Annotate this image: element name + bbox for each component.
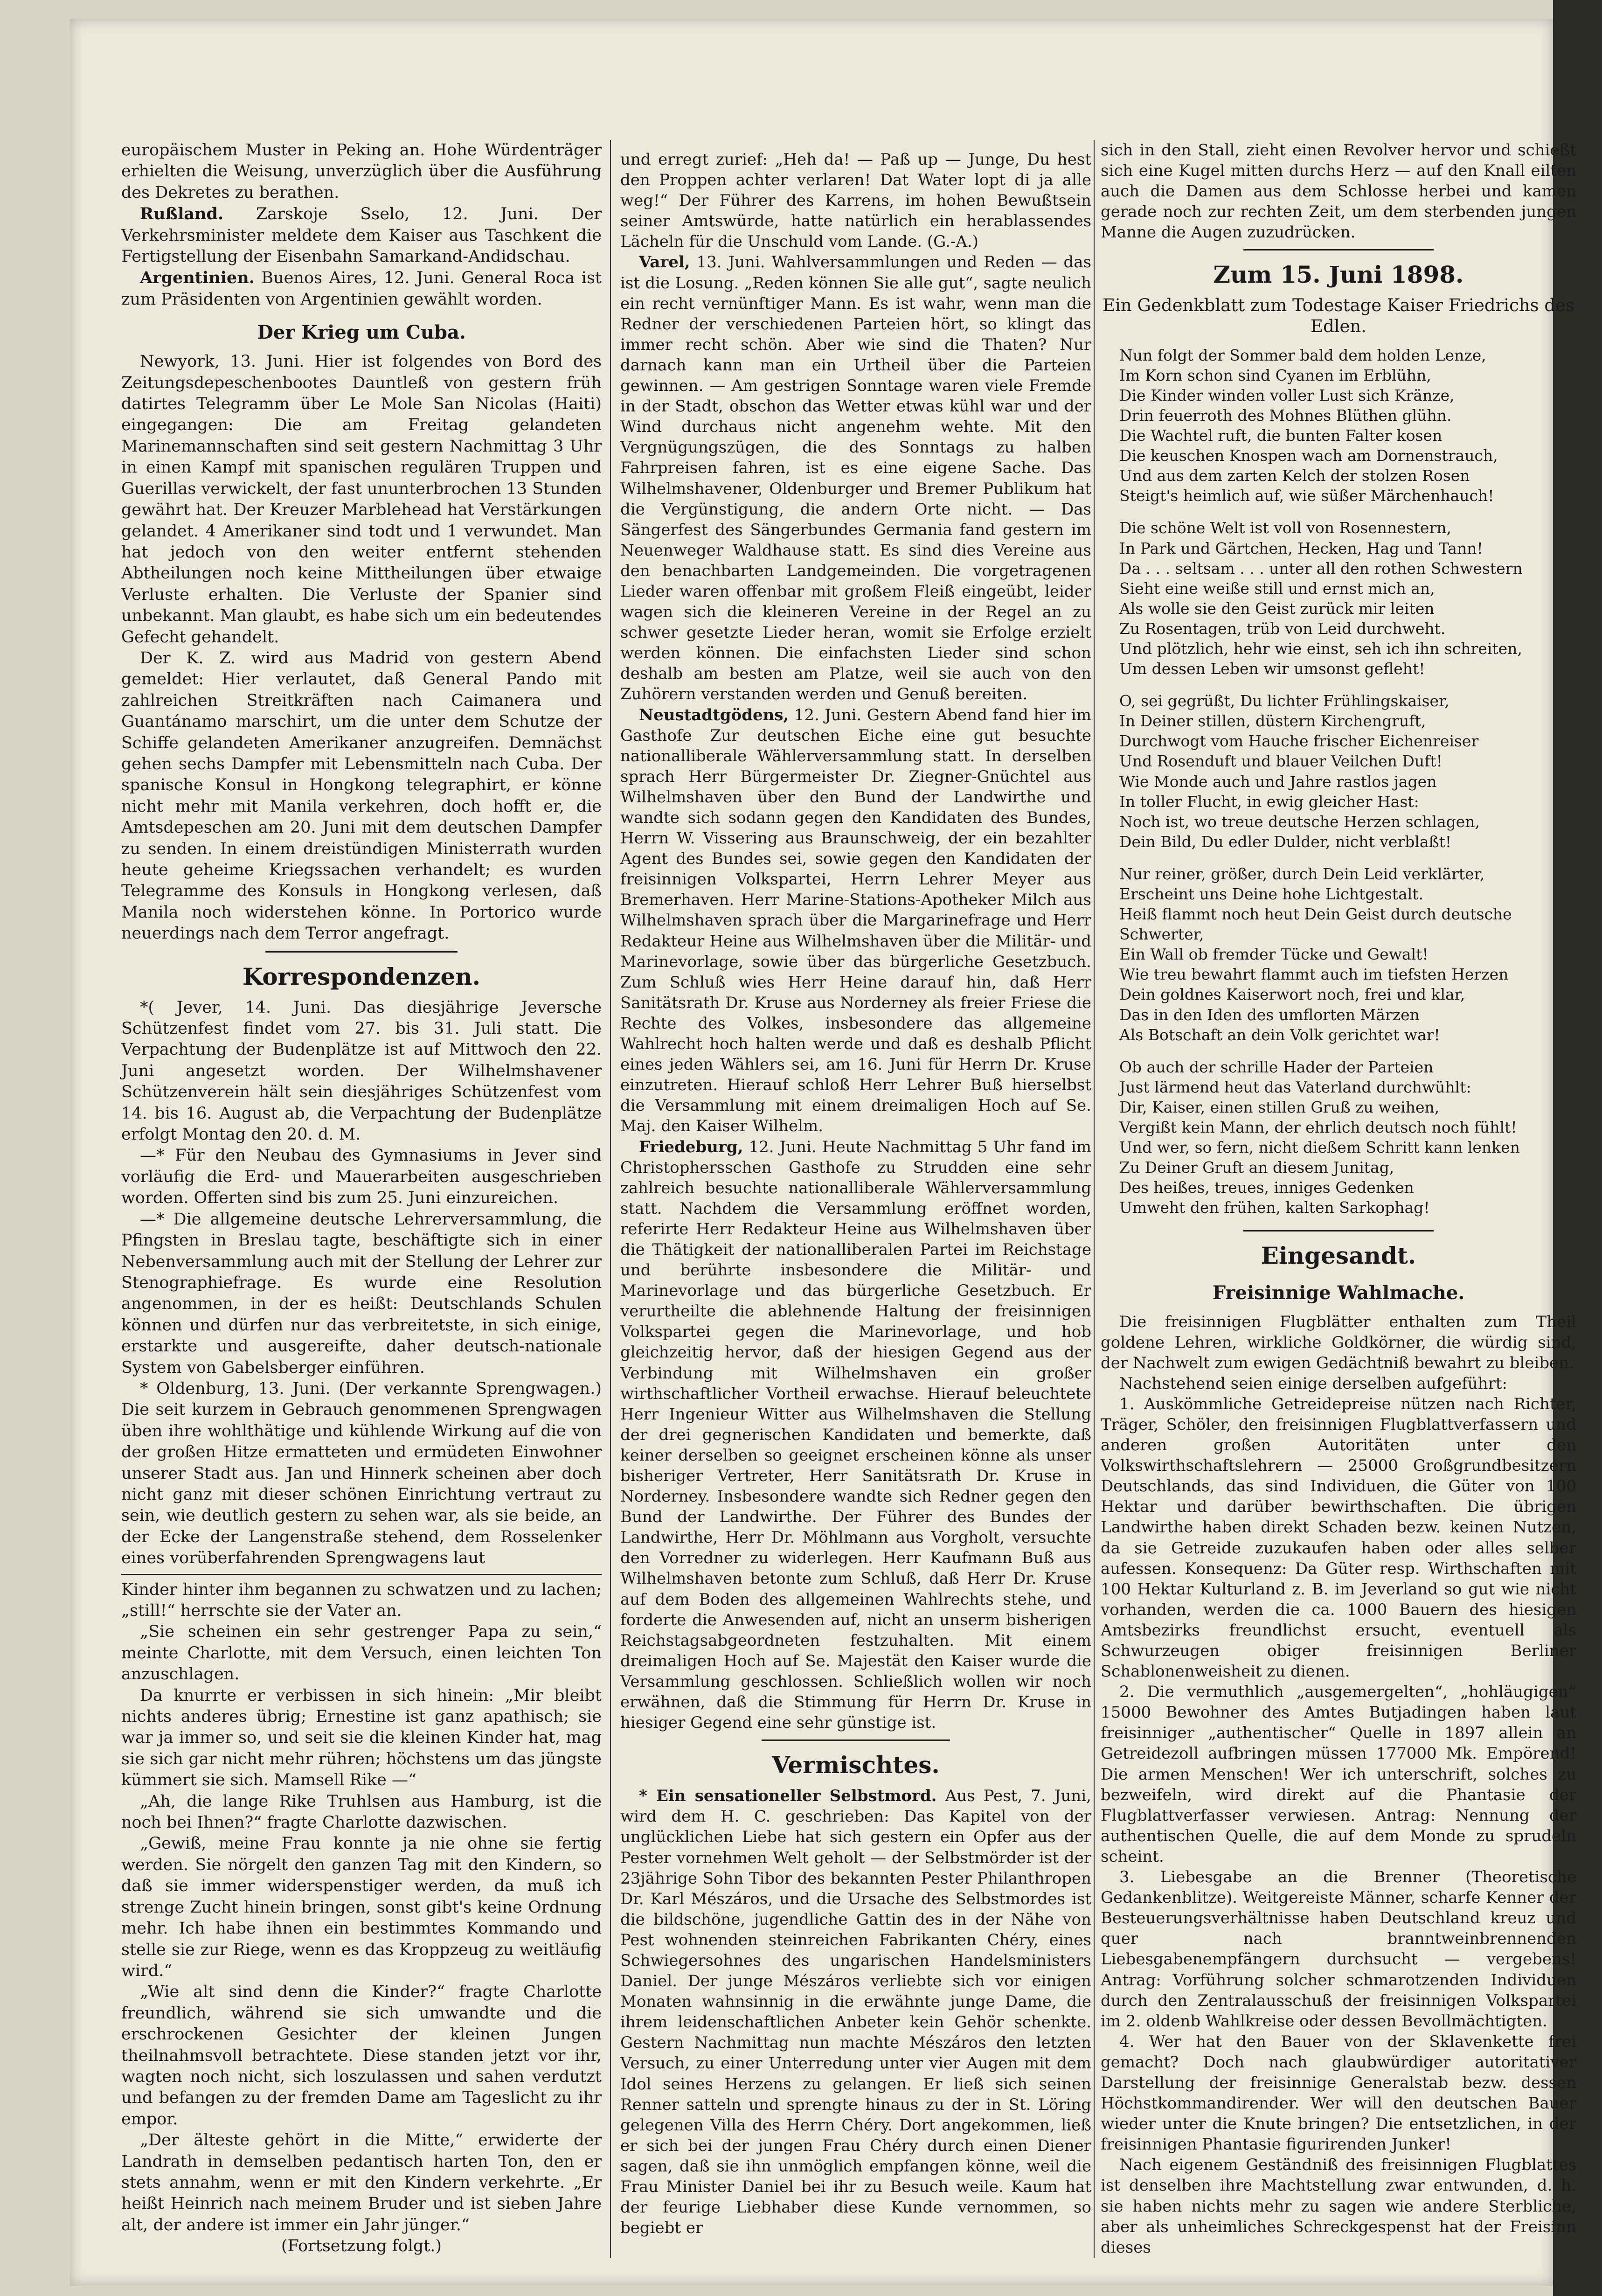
selbstmord-end: sich in den Stall, zieht einen Revolver hervor und schießt sich eine Kugel mitten durchs Herz — auf den Knall eilten auch die Damen aus dem Schlosse herbei und kamen gerade noch zur rechten Zeit, um dem sterbenden jungen Manne die Augen zuzudrücken. [1101,141,1576,242]
poem-line: Die schöne Welt ist voll von Rosennestern, [1119,519,1451,537]
poem-subtitle: Ein Gedenkblatt zum Todestage Kaiser Friedrichs des Edlen. [1103,295,1574,336]
poem-line: Als Botschaft an dein Volk gerichtet war! [1119,1025,1440,1044]
eingesandt-paragraph-3: 1. Auskömmliche Getreidepreise nützen nach Richter, Träger, Schöler, den freisinnigen Flugblattverfassern und anderen großen Autoritäten unter den Volkswirthschaftslehrern — 25000 Großgrundbesitzern Deutschlands, das sind Individuen, die Güter von 100 Hektar und darüber bewirthschaften. Die übrigen Landwirthe haben direkt Schaden bezw. keinen Nutzen, da sie Getreide zuzukaufen haben oder alles selber aufessen. Konsequenz: Da Güter resp. Wirthschaften mit 100 Hektar Kulturland z. B. im Jeverland so gut wie nicht vorhanden, werden die ca. 1000 Bauern des hiesigen Amtsbezirks freundlichst ersucht, eventuell als Schwurzeugen obiger freisinnigen Berliner Schablonenweisheit zu dienen. [1101,1394,1576,1681]
column-rule-2 [1094,140,1095,2258]
column-3 [1101,140,1576,2258]
poem-stanza-2 [1119,518,1576,679]
section-divider-4 [1243,1230,1434,1231]
article-russland [121,203,602,267]
poem-line: Nur reiner, größer, durch Dein Leid verklärter, [1119,864,1485,883]
poem-line: Drin feuerroth des Mohnes Blüthen glühn. [1119,406,1452,424]
poem-line: Ob auch der schrille Hader der Parteien [1119,1058,1434,1076]
column-1 [121,140,602,2257]
poem-stanza-1 [1119,345,1576,506]
poem-line: Die Wachtel ruft, die bunten Falter kosen [1119,426,1442,445]
feuilleton-divider [121,1574,602,1575]
section-divider-3 [1243,249,1434,250]
cuba-paragraph-1: Newyork, 13. Juni. Hier ist folgendes von Bord des Zeitungsdepeschenbootes Dauntleß von gestern früh datirtes Telegramm über Le Mole San Nicolas (Haiti) eingegangen: Die am Freitag gelandeten Marinemannschaften sind seit gestern Nachmittag 3 Uhr in einen Kampf mit spanischen regulären Truppen und Guerillas verwickelt, der fast ununterbrochen 13 Stunden gewährt hat. Der Kreuzer Marblehead hat Verstärkungen gelandet. 4 Amerikaner sind todt und 1 verwundet. Man hat jedoch von den weiter entfernt stehenden Abtheilungen noch keine Mittheilungen über etwaige Verluste erhalten. Die Verluste der Spanier sind unbekannt. Man glaubt, es habe sich um ein bedeutendes Gefecht gehandelt. [121,352,602,647]
cuba-paragraph-2: Der K. Z. wird aus Madrid von gestern Abend gemeldet: Hier verlautet, daß General Pando mit zahlreichen Streitkräften nach Caimanera und Guantánamo marschirt, um die unter dem Schutze der Schiffe gelandeten Amerikaner anzugreifen. Demnächst gehen sechs Dampfer mit Lebensmitteln nach Cuba. Der spanische Konsul in Hongkong telegraphirt, er könne nicht mehr mit Manila verkehren, doch hofft er, die Amtsdepeschen am 20. Juni mit dem deutschen Dampfer zu senden. In einem dreistündigen Ministerrath wurden heute geheime Kriegssachen verhandelt; es wurden Telegramme des Konsuls in Hongkong verlesen, daß Manila noch widerstehen könne. In Portorico wurde neuerdings nach dem Terror angefragt. [121,648,602,943]
poem-line: Dein goldnes Kaiserwort noch, frei und klar, [1119,985,1465,1004]
korr-oldenburg: * Oldenburg, 13. Juni. (Der verkannte Sprengwagen.) Die seit kurzem in Gebrauch genommenen Sprengwagen üben ihre wohlthätige und kühlende Wirkung auf die von der großen Hitze ermatteten und ermüdeten Einwohner unserer Stadt aus. Jan und Hinnerk scheinen aber doch nicht ganz mit dieser schönen Einrichtung vertraut zu sein, wie deutlich gestern zu sehen war, als sie beide, an der Ecke der Langenstraße stehend, dem Rosselenker eines vorüberfahrenden Sprengwagens laut [121,1379,602,1568]
poem-line: Und Rosenduft und blauer Veilchen Duft! [1119,752,1442,771]
eingesandt-paragraph-4: 2. Die vermuthlich „ausgemergelten“, „hohläugigen“ 15000 Bewohner des Amtes Butjadingen haben laut freisinniger „authentischer“ Quelle in 1897 allein an Getreidezoll aufbringen müssen 177000 Mk. Empörend! Die armen Menschen! Wer ich unterschrift, solches zu bezweifeln, wird direkt auf die Phantasie der Flugblattverfasser verwiesen. Antrag: Nennung der authentischen Quelle, die auf dem Monde zu sprudeln scheint. [1101,1683,1576,1866]
text-russland: Zarskoje Sselo, 12. Juni. Der Verkehrsminister meldete dem Kaiser aus Taschkent die Fertigstellung der Eisenbahn Samarkand-Andidschau. [121,205,602,266]
poem-line: Steigt's heimlich auf, wie süßer Märchenhauch! [1119,487,1494,505]
text-selbstmord: Aus Pest, 7. Juni, wird dem H. C. geschrieben: Das Kapitel von der unglücklichen Liebe hat sich gestern ein Opfer aus der Pester vornehmen Welt geholt — der Selbstmörder ist der 23jährige Sohn Tibor des bekannten Pester Philanthropen Dr. Karl Mészáros, und die Ursache des Selbstmordes ist die bildschöne, jugendliche Gattin des in der Nähe von Pest wohnenden steinreichen Fabrikanten Chéry, eines Schwiegersohnes des ungarischen Handelsministers Daniel. Der junge Mészáros verliebte sich vor einigen Monaten wahnsinnig in die erwähnte junge Dame, die ihrem leidenschaftlichen Anbeter kein Gehör schenkte. Gestern Nachmittag nun machte Mészáros den letzten Versuch, zu einer Unterredung unter vier Augen mit dem Idol seines Herzens zu gelangen. Er ließ sich seinen Renner satteln und sprengte hinaus zu der in St. Löring gelegenen Villa des Herrn Chéry. Dort angekommen, ließ er sich bei der jungen Frau Chéry durch einen Diener sagen, daß sie ihn unmöglich empfangen könne, weil die Frau Minister Daniel bei ihr zu Besuch weile. Kaum hat der feurige Liebhaber diese Kunde vernommen, so begiebt er [620,1787,1091,2238]
lead-neustadtgoedens: Neustadtgödens, [639,705,789,724]
poem-line: Zu Rosentagen, trüb von Leid durchweht. [1119,619,1446,638]
lead-selbstmord: * Ein sensationeller Selbstmord. [639,1787,937,1806]
oldenburg-end: und erregt zurief: „Heh da! — Paß up — Junge, Du hest den Proppen achter verlaren! Dat Water lopt di ja alle weg!“ Der Führer des Karrens, im hohen Bewußtsein seiner Amtswürde, hatte natürlich ein herablassendes Lächeln für die Unschuld vom Lande. (G.-A.) [620,150,1091,251]
poem-line: Just lärmend heut das Vaterland durchwühlt: [1119,1078,1471,1096]
poem-line: Dein Bild, Du edler Dulder, nicht verblaßt! [1119,832,1452,851]
article-friedeburg [620,1137,1091,1733]
text-neustadtgoedens: 12. Juni. Gestern Abend fand hier im Gasthofe Zur deutschen Eiche eine gut besuchte nationalliberale Wählerversammlung statt. In derselben sprach Herr Bürgermeister Dr. Ziegner-Gnüchtel aus Wilhelmshaven über den Bund der Landwirthe und wandte sich sodann gegen den Kandidaten des Bundes, Herrn W. Vissering aus Braunschweig, der ein bezahlter Agent des Bundes sei, sowie gegen den Kandidaten der freisinnigen Volkspartei, Herrn Lehrer Meyer aus Bremerhaven. Herr Marine-Stations-Apotheker Milch aus Wilhelmshaven sprach über die Margarinefrage und Herr Redakteur Heine aus Wilhelmshaven über die Militär- und Marinevorlage, sowie über das bürgerliche Gesetzbuch. Zum Schluß wies Herr Heine darauf hin, daß Herr Sanitätsrath Dr. Kruse aus Norderney als freier Friese die Rechte des Volkes, insbesondere das allgemeine Wahlrecht hoch halten werde und daß es deshalb Pflicht eines jeden Wählers sei, am 16. Juni für Herrn Dr. Kruse einzutreten. Hierauf schloß Herr Lehrer Buß hierselbst die Versammlung mit einem dreimaligen Hoch auf Se. Maj. den Kaiser Wilhelm. [620,705,1091,1136]
poem-line: Als wolle sie den Geist zurück mir leiten [1119,599,1435,618]
heading-eingesandt: Eingesandt. [1261,1241,1416,1269]
story-paragraph-7: „Der älteste gehört in die Mitte,“ erwiderte der Landrath in demselben pedantisch harten Ton, den er stets annahm, wenn er mit den Kindern verkehrte. „Er heißt Heinrich nach meinem Bruder und ist sieben Jahre alt, der andere ist immer ein Jahr jünger.“ [121,2131,602,2234]
poem-line: Wie Monde auch und Jahre rastlos jagen [1119,772,1437,791]
korr-lehrerversammlung: —* Die allgemeine deutsche Lehrerversammlung, die Pfingsten in Breslau tagte, beschäftigte sich in einer Nebenversammlung auch mit der Stellung der Lehrer zur Stenographiefrage. Es wurde eine Resolution angenommen, in der es heißt: Deutschlands Schulen können und dürfen nur das verbreitetste, in sich einige, erstarkte und ausgereifte, daher deutsch-nationale System von Gabelsberger einführen. [121,1210,602,1377]
poem-stanza-3 [1119,691,1576,852]
poem-line: Da . . . seltsam . . . unter all den rothen Schwestern [1119,559,1523,577]
poem-line: Zu Deiner Gruft an diesem Junitag, [1119,1158,1394,1177]
eingesandt-paragraph-1: Die freisinnigen Flugblätter enthalten zum Theil goldene Lehren, wirkliche Goldkörner, die würdig sind, der Nachwelt zum ewigen Gedächtniß bewahrt zu bleiben. [1101,1312,1576,1372]
text-friedeburg: 12. Juni. Heute Nachmittag 5 Uhr fand im Christophersschen Gasthofe zu Strudden eine sehr zahlreich besuchte nationalliberale Wählerversammlung statt. Nachdem die Versammlung eröffnet worden, referirte Herr Redakteur Heine aus Wilhelmshaven über die Thätigkeit der nationalliberalen Partei im Reichstage und berührte insbesondere die Militär- und Marinevorlage und das bürgerliche Gesetzbuch. Er verurtheilte die ablehnende Haltung der freisinnigen Volkspartei gegen die Marinevorlage, und hob gleichzeitig hervor, daß der hiesigen Gegend aus der Verbindung mit Wilhelmshaven ein großer wirthschaftlicher Vortheil erwachse. Hierauf beleuchtete Herr Ingenieur Witter aus Wilhelmshaven die Stellung der drei gegnerischen Kandidaten und bemerkte, daß keiner derselben so geeignet erscheinen könne als unser bisheriger Vertreter, Herr Sanitätsrath Dr. Kruse in Norderney. Insbesondere wandte sich Redner gegen den Bund der Landwirthe. Der Führer des Bundes der Landwirthe, Herr Dr. Möhlmann aus Vorgholt, versuchte den Vorredner zu widerlegen. Herr Kaufmann Buß aus Wilhelmshaven betonte zum Schluß, daß Herr Dr. Kruse auf dem Boden des allgemeinen Wahlrechts stehe, und forderte die Anwesenden auf, nicht an unserm bisherigen Reichstagsabgeordneten festzuhalten. Mit einem dreimaligen Hoch auf Se. Majestät den Kaiser wurde die Versammlung geschlossen. Schließlich wollen wir noch erwähnen, daß die Stimmung für Herrn Dr. Kruse in hiesiger Gegend eine sehr günstige ist. [620,1137,1091,1732]
korr-jever: *( Jever, 14. Juni. Das diesjährige Jeversche Schützenfest findet vom 27. bis 31. Juli statt. Die Verpachtung der Budenplätze ist auf Mittwoch den 22. Juni angesetzt worden. Der Wilhelmshavener Schützenverein hält sein diesjähriges Schützenfest vom 14. bis 16. August ab, die Verpachtung der Budenplätze erfolgt Montag den 20. d. M. [121,998,602,1144]
poem-line: In Deiner stillen, düstern Kirchengruft, [1119,712,1426,731]
poem-line: O, sei gegrüßt, Du lichter Frühlingskaiser, [1119,692,1449,710]
poem-line: Und aus dem zarten Kelch der stolzen Rosen [1119,466,1470,485]
poem-line: Im Korn schon sind Cyanen im Erblühn, [1119,366,1431,384]
text-varel: 13. Juni. Wahlversammlungen und Reden — das ist die Losung. „Reden können Sie alle gut“, sagte neulich ein recht vernünftiger Mann. Es ist wahr, wenn man die Redner der verschiedenen Parteien hört, so klingt das immer recht schön. Aber wie sind die Thaten? Nur darnach kann man ein Urtheil über die Parteien gewinnen. — Am gestrigen Sonntage waren viele Fremde in der Stadt, obschon das Wetter etwas kühl war und der Wind durchaus nicht angenehm wehte. Mit den Vergnügungszügen, die des Sonntags zu halben Fahrpreisen fahren, ist es eine eigene Sache. Das Wilhelmshavener, Oldenburger und Bremer Publikum hat die Vergünstigung, die andern Orte nicht. — Das Sängerfest des Sängerbundes Germania fand gestern im Neuenweger Waldhause statt. Es sind dies Vereine aus den benachbarten Landgemeinden. Die vorgetragenen Lieder waren offenbar mit großem Fleiß eingeübt, leider wagen sich die kleineren Vereine in der Regel an zu schwer gesetzte Lieder heran, womit sie Erfolge erzielt werden können. Die einfachsten Lieder sind schon deshalb am besten am Platze, weil sie auch von den Zuhörern verstanden werden und Genuß bereiten. [620,253,1091,704]
story-paragraph-3: Da knurrte er verbissen in sich hinein: „Mir bleibt nichts anderes übrig; Ernestine ist ganz apathisch; sie war ja immer so, und seit sie die kleinen Kinder hat, mag sie sich gar nicht mehr rühren; höchstens um das jüngste kümmert sie sich. Mamsell Rike —“ [121,1686,602,1790]
poem-line: Heiß flammt noch heut Dein Geist durch deutsche Schwerter, [1119,905,1512,944]
lead-russland: Rußland. [140,204,224,224]
poem-line: Sieht eine weiße still und ernst mich an, [1119,579,1435,598]
poem-line: Vergißt kein Mann, der ehrlich deutsch noch fühlt! [1119,1118,1517,1137]
eingesandt-paragraph-2: Nachstehend seien einige derselben aufgeführt: [1119,1374,1507,1393]
heading-15-juni: Zum 15. Juni 1898. [1213,261,1464,289]
poem-line: Nun folgt der Sommer bald dem holden Lenze, [1119,346,1486,364]
poem-line: Dir, Kaiser, einen stillen Gruß zu weihen, [1119,1098,1440,1116]
poem-stanza-5 [1119,1057,1576,1218]
heading-vermischtes: Vermischtes. [772,1751,940,1779]
poem-line: Durchwogt vom Hauche frischer Eichenreiser [1119,732,1479,751]
article-china-end: europäischem Muster in Peking an. Hohe Würdenträger erhielten die Weisung, unverzüglich über die Ausführung des Dekretes zu berathen. [121,141,602,202]
heading-wahlmache: Freisinnige Wahlmache. [1212,1281,1465,1304]
lead-varel: Varel, [639,253,690,272]
heading-korrespondenzen: Korrespondenzen. [242,962,481,990]
story-paragraph-1: Kinder hinter ihm begannen zu schwatzen und zu lachen; „still!“ herrschte sie der Vater an. [121,1580,602,1620]
poem-line: In toller Flucht, in ewig gleicher Hast: [1119,792,1419,811]
korr-gymnasium: —* Für den Neubau des Gymnasiums in Jever sind vorläufig die Erd- und Mauerarbeiten ausgeschrieben worden. Offerten sind bis zum 25. Juni einzureichen. [121,1146,602,1208]
story-paragraph-5: „Gewiß, meine Frau konnte ja nie ohne sie fertig werden. Sie nörgelt den ganzen Tag mit den Kindern, so daß sie immer widerspenstiger werden, da muß ich strenge Zucht hinein bringen, sonst gibt's keine Ordnung mehr. Ich habe ihnen ein bestimmtes Kommando und stelle sie zur Riege, wenn es das Kroppzeug zu weitläufig wird.“ [121,1834,602,1980]
section-divider [265,951,458,953]
poem-stanza-4 [1119,864,1576,1045]
story-paragraph-6: „Wie alt sind denn die Kinder?“ fragte Charlotte freundlich, während sie sich umwandte und die erschrockenen Gesichter der kleinen Jungen theilnahmsvoll betrachtete. Diese standen jetzt vor ihr, wagten noch nicht, sich loszulassen und sahen verdutzt und befangen zu der fremden Dame am Tageslicht zu ihr empor. [121,1983,602,2129]
poem-line: Um dessen Leben wir umsonst gefleht! [1119,660,1425,678]
poem-line: In Park und Gärtchen, Hecken, Hag und Tann! [1119,539,1483,557]
poem-line: Erscheint uns Deine hohe Lichtgestalt. [1119,885,1424,903]
article-neustadtgoedens [620,705,1091,1137]
article-argentinien [121,267,602,310]
poem-line: Und plötzlich, hehr wie einst, seh ich ihn schreiten, [1119,639,1522,658]
lead-friedeburg: Friedeburg, [639,1137,743,1156]
section-divider-2 [762,1739,950,1741]
eingesandt-paragraph-5: 3. Liebesgabe an die Brenner (Theoretische Gedankenblitze). Weitgereiste Männer, scharfe Kenner der Besteuerungsverhältnisse haben Deutschland kreuz und quer nach branntweinbrennenden Liebesgabenempfängern durchsucht — vergebens! Antrag: Vorführung solcher schmarotzenden Individuen durch den Zentralausschuß der freisinnigen Volkspartei im 2. oldenb Wahlkreise oder dessen Bevollmächtigten. [1101,1868,1576,2031]
poem-line: Die keuschen Knospen wach am Dornenstrauch, [1119,446,1498,465]
heading-cuba: Der Krieg um Cuba. [257,321,466,344]
eingesandt-paragraph-7: Nach eigenem Geständniß des freisinnigen Flugblattes ist denselben ihre Machtstellung zwar entwunden, d. h. sie haben nichts mehr zu sagen wie andere Sterbliche, aber als unheimliches Schreckgespenst hat der Freisinn dieses [1101,2156,1576,2257]
poem-line: Noch ist, wo treue deutsche Herzen schlagen, [1119,812,1480,831]
column-rule-1 [610,140,611,2258]
story-continued: (Fortsetzung folgt.) [281,2237,442,2256]
poem-line: Die Kinder winden voller Lust sich Kränze, [1119,386,1455,404]
story-paragraph-2: „Sie scheinen ein sehr gestrenger Papa zu sein,“ meinte Charlotte, mit dem Versuch, einen leichten Ton anzuschlagen. [121,1622,602,1684]
text-argentinien: Buenos Aires, 12. Juni. General Roca ist zum Präsidenten von Argentinien gewählt worden. [121,269,602,309]
eingesandt-paragraph-6: 4. Wer hat den Bauer von der Sklavenkette frei gemacht? Doch nach glaubwürdiger autoritativer Darstellung der freisinnige Generalstab bezw. dessen Höchstkommandirender. Wer will den deutschen Bauer wieder unter die Knute bringen? Die entsetzlichen, in der freisinnigen Phantasie figurirenden Junker! [1101,2032,1576,2154]
poem-line: Umweht den frühen, kalten Sarkophag! [1119,1198,1430,1217]
poem-line: Und wer, so fern, nicht dießem Schritt kann lenken [1119,1138,1520,1157]
poem-line: Ein Wall ob fremder Tücke und Gewalt! [1119,945,1429,964]
lead-argentinien: Argentinien. [140,268,255,288]
column-2 [620,149,1091,2238]
poem-line: Des heißes, treues, inniges Gedenken [1119,1178,1414,1197]
article-varel [620,252,1091,704]
story-paragraph-4: „Ah, die lange Rike Truhlsen aus Hamburg, ist die noch bei Ihnen?“ fragte Charlotte dazwischen. [121,1792,602,1832]
poem-line: Wie treu bewahrt flammt auch im tiefsten Herzen [1119,965,1509,984]
article-selbstmord [620,1786,1091,2238]
poem-line: Das in den Iden des umflorten Märzen [1119,1005,1420,1024]
